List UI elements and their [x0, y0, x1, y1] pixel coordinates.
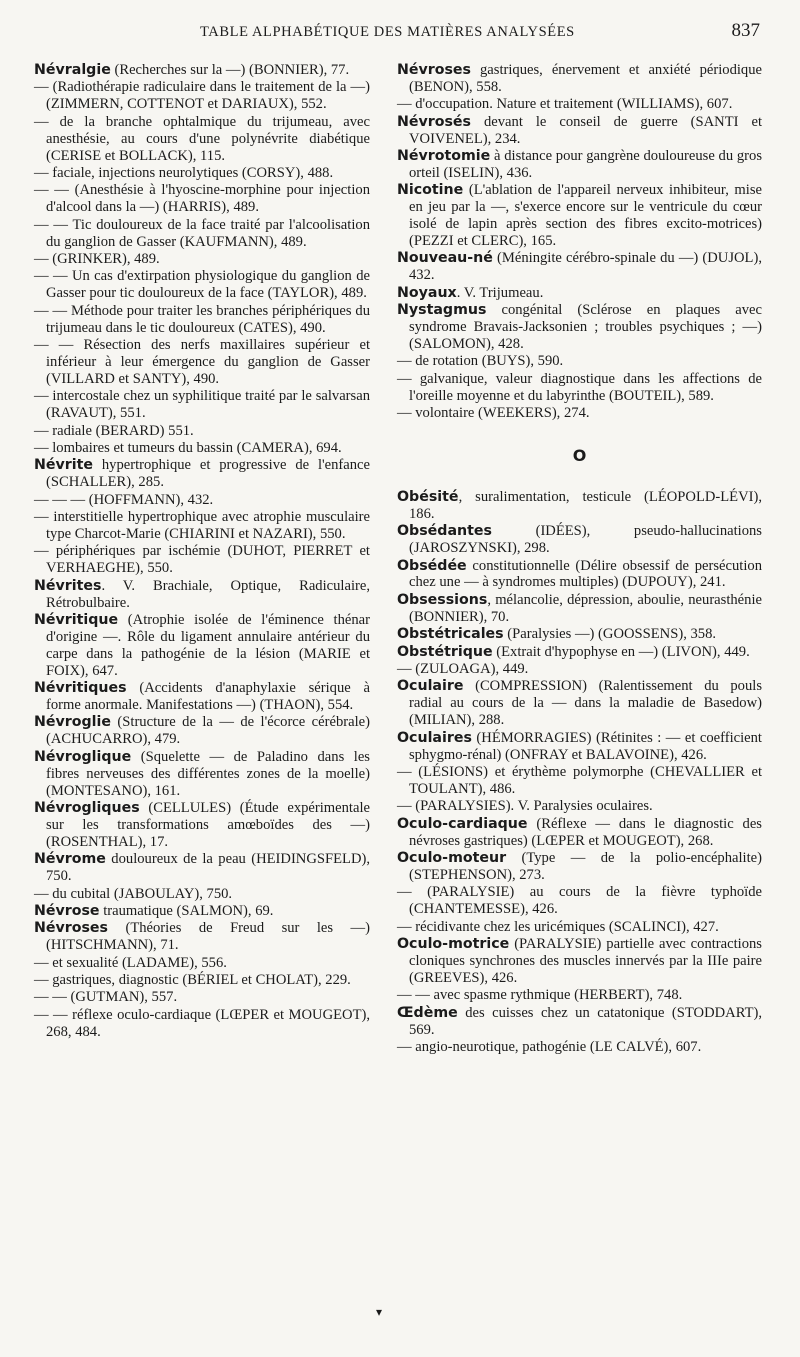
index-entry	[397, 558, 762, 592]
index-entry	[34, 62, 370, 79]
index-entry	[34, 886, 370, 903]
entry-headword: Obsédée	[397, 557, 467, 574]
index-entry	[34, 388, 370, 422]
index-entry	[397, 798, 762, 815]
running-title: TABLE ALPHABÉTIQUE DES MATIÈRES ANALYSÉES	[200, 24, 575, 40]
index-entry	[34, 303, 370, 337]
entry-text: traumatique (SALMON), 69.	[99, 902, 274, 919]
index-entry	[397, 1005, 762, 1039]
entry-headword: Névrose	[34, 902, 100, 919]
index-entry	[397, 884, 762, 918]
index-entry	[34, 509, 370, 543]
entry-text: — et sexualité (LADAME), 556.	[34, 954, 227, 971]
entry-headword: Oculaires	[397, 729, 472, 746]
index-entry	[397, 182, 762, 250]
index-entry	[397, 919, 762, 936]
entry-text: — — Tic douloureux de la face traité par l'alcoolisation du ganglion de Gasser (KAUFMANN), 489.	[34, 216, 370, 250]
entry-text: — d'occupation. Nature et traitement (WILLIAMS), 607.	[397, 96, 733, 113]
entry-headword: Névroglique	[34, 748, 132, 765]
index-entry	[397, 353, 762, 370]
entry-text: — galvanique, valeur diagnostique dans les affections de l'oreille moyenne et du labyrinthe (BOUTEIL), 589.	[397, 370, 762, 404]
entry-text: (HÉMORRAGIES) (Rétinites : — et coefficient sphygmo-rénal) (ONFRAY et BALAVOINE), 426.	[409, 729, 762, 763]
entry-text: . V. Trijumeau.	[456, 284, 544, 301]
entry-headword: Obsessions	[397, 591, 488, 608]
entry-headword: Noyaux	[397, 284, 457, 301]
entry-text: — de la branche ophtalmique du trijumeau, avec anesthésie, au cours d'une polynévrite diabétique (CERISE et BOLLACK), 115.	[34, 113, 370, 164]
index-entry	[34, 165, 370, 182]
entry-text: hypertrophique et progressive de l'enfance (SCHALLER), 285.	[46, 457, 370, 491]
entry-text: congénital (Sclérose en plaques avec syndrome Bravais-Jacksonien ; troubles psychiques ; —) (SALOMON), 428.	[409, 302, 762, 352]
index-entry	[397, 592, 762, 626]
index-entry	[397, 489, 762, 523]
entry-text: — — (GUTMAN), 557.	[34, 989, 178, 1006]
entry-headword: Névrite	[34, 457, 94, 474]
index-entry	[34, 79, 370, 113]
index-entry	[397, 764, 762, 798]
entry-text: — angio-neurotique, pathogénie (LE CALVÉ), 607.	[397, 1038, 702, 1055]
entry-text: — — réflexe oculo-cardiaque (LŒPER et MOUGEOT), 268, 484.	[34, 1006, 370, 1040]
entry-text: (Réflexe — dans le diagnostic des névroses gastriques) (LŒPER et MOUGEOT), 268.	[409, 815, 762, 849]
entry-text: (L'ablation de l'appareil nerveux inhibiteur, mise en jeu par la —, s'exerce encore sur le ventricule du cœur isolé de lapin après section des fibres excito-motrices) (PEZZI et CLERC), 165.	[409, 182, 762, 250]
index-entry	[397, 1039, 762, 1056]
entry-text: — — avec spasme rythmique (HERBERT), 748.	[397, 987, 683, 1004]
entry-text: (Recherches sur la —) (BONNIER), 77.	[110, 62, 350, 78]
entry-headword: Nystagmus	[397, 302, 487, 319]
entry-text: — (ZULOAGA), 449.	[397, 661, 529, 677]
entry-text: (Type — de la polio-encéphalite) (STEPHENSON), 273.	[409, 849, 762, 883]
index-entry	[397, 816, 762, 850]
entry-text: — (LÉSIONS) et érythème polymorphe (CHEVALLIER et TOULANT), 486.	[397, 763, 762, 797]
index-entry	[34, 251, 370, 268]
index-entry	[34, 543, 370, 577]
entry-text: — radiale (BERARD) 551.	[34, 422, 194, 439]
entry-text: — interstitielle hypertrophique avec atrophie musculaire type Charcot-Marie (CHIARINI et NAZARI), 550.	[34, 509, 370, 542]
entry-headword: Névritique	[34, 612, 119, 628]
entry-text: (PARALYSIE) partielle avec contractions cloniques synchrones des muscles innervés par la IIIe paire (GREEVES), 426.	[409, 936, 762, 986]
entry-headword: Oculo-moteur	[397, 849, 507, 866]
index-entry	[34, 337, 370, 388]
entry-text: (CELLULES) (Étude expérimentale sur les transformations amœboïdes des —) (ROSENTHAL), 17.	[46, 799, 370, 850]
index-entry	[397, 936, 762, 987]
entry-headword: Oculo-motrice	[397, 936, 510, 952]
entry-text: — — (Anesthésie à l'hyoscine-morphine pour injection d'alcool dans la —) (HARRIS), 489.	[34, 182, 370, 216]
entry-text: (Structure de la — de l'écorce cérébrale) (ACHUCARRO), 479.	[46, 714, 370, 748]
entry-text: gastriques, énervement et anxiété périodique (BENON), 558.	[409, 62, 762, 95]
index-entry	[397, 371, 762, 405]
entry-headword: Névralgie	[34, 62, 111, 78]
index-entry	[397, 644, 762, 661]
entry-headword: Obsédantes	[397, 523, 492, 540]
index-entry	[397, 96, 762, 113]
entry-text: . V. Brachiale, Optique, Radiculaire, Rétrobulbaire.	[46, 577, 370, 611]
index-entry	[34, 423, 370, 440]
entry-text: (Atrophie isolée de l'éminence thénar d'origine —. Rôle du ligament annulaire antérieur du carpe dans la pathogénie de la lésion (MARIE et FOIX), 647.	[46, 612, 370, 679]
entry-headword: Oculo-cardiaque	[397, 815, 528, 832]
entry-text: (Extrait d'hypophyse en —) (LIVON), 449.	[492, 643, 750, 660]
entry-text: , mélancolie, dépression, aboulie, neurasthénie (BONNIER), 70.	[409, 591, 762, 625]
entry-headword: Névrotomie	[397, 148, 491, 165]
index-entry	[397, 114, 762, 148]
entry-text: — de rotation (BUYS), 590.	[397, 353, 564, 370]
entry-text: — — Un cas d'extirpation physiologique du ganglion de Gasser pour tic douloureux de la face (TAYLOR), 489.	[34, 268, 370, 302]
index-entry	[34, 268, 370, 302]
entry-headword: Nouveau-né	[397, 250, 493, 267]
index-entry	[34, 1007, 370, 1041]
index-entry	[34, 492, 370, 509]
entry-headword: Œdème	[397, 1004, 458, 1021]
right-column-n-entries	[397, 62, 762, 422]
entry-headword: Névroses	[34, 920, 108, 937]
index-entry	[397, 678, 762, 729]
index-entry	[34, 749, 370, 800]
index-entry	[34, 578, 370, 612]
index-entry	[397, 250, 762, 284]
index-entry	[397, 661, 762, 678]
page-header	[0, 22, 800, 46]
entry-text: , suralimentation, testicule (LÉOPOLD-LÉVI), 186.	[409, 488, 762, 522]
index-entry	[34, 612, 370, 680]
index-entry	[34, 714, 370, 748]
entry-headword: Névrome	[34, 851, 106, 868]
entry-text: — intercostale chez un syphilitique traité par le salvarsan (RAVAUT), 551.	[34, 388, 370, 422]
index-entry	[34, 680, 370, 714]
entry-text: — — — (HOFFMANN), 432.	[34, 491, 214, 508]
index-entry	[34, 457, 370, 491]
index-entry	[34, 989, 370, 1006]
entry-text: (Méningite cérébro-spinale du —) (DUJOL), 432.	[409, 250, 762, 284]
entry-text: constitutionnelle (Délire obsessif de persécution chez une — à syndromes multiples) (DUPOUY), 241.	[409, 557, 762, 591]
page-number: 837	[731, 20, 760, 41]
entry-headword: Névroses	[397, 62, 471, 78]
entry-headword: Névrogliques	[34, 799, 140, 816]
entry-text: (Accidents d'anaphylaxie sérique à forme anormale. Manifestations —) (THAON), 554.	[46, 680, 370, 714]
entry-text: — — Résection des nerfs maxillaires supérieur et inférieur à leur émergence du ganglion de Gasser (VILLARD et SANTY), 490.	[34, 337, 370, 387]
index-entry	[34, 182, 370, 216]
entry-text: — (GRINKER), 489.	[34, 250, 160, 267]
entry-text: — lombaires et tumeurs du bassin (CAMERA), 694.	[34, 439, 342, 456]
index-entry	[397, 302, 762, 353]
entry-text: (Théories de Freud sur les —) (HITSCHMANN), 71.	[46, 920, 370, 954]
footer-mark: ▾	[376, 1305, 383, 1319]
entry-headword: Obésité	[397, 488, 459, 505]
entry-text: — (PARALYSIE) au cours de la fièvre typhoïde (CHANTEMESSE), 426.	[397, 884, 762, 918]
entry-text: — récidivante chez les uricémiques (SCALINCI), 427.	[397, 918, 719, 935]
index-entry	[397, 850, 762, 884]
right-column-o-entries	[397, 489, 762, 1056]
index-entry	[34, 972, 370, 989]
entry-text: douloureux de la peau (HEIDINGSFELD), 750.	[46, 851, 370, 885]
index-entry	[34, 217, 370, 251]
index-entry	[34, 114, 370, 165]
entry-text: — du cubital (JABOULAY), 750.	[34, 885, 233, 902]
entry-text: — (Radiothérapie radiculaire dans le traitement de la —) (ZIMMERN, COTTENOT et DARIAUX), 552.	[34, 79, 370, 113]
index-entry	[397, 626, 762, 643]
entry-text: (IDÉES), pseudo-hallucinations (JAROSZYNSKI), 298.	[409, 523, 762, 557]
entry-headword: Névrites	[34, 577, 102, 594]
index-entry	[34, 920, 370, 954]
entry-text: (Squelette — de Paladino dans les fibres nerveuses des différentes zones de la moelle) (MONTESANO), 161.	[46, 748, 370, 799]
index-entry	[34, 800, 370, 851]
index-entry	[34, 955, 370, 972]
entry-text: — (PARALYSIES). V. Paralysies oculaires.	[397, 798, 653, 815]
entry-text: (Paralysies —) (GOOSSENS), 358.	[503, 626, 717, 643]
entry-text: — gastriques, diagnostic (BÉRIEL et CHOLAT), 229.	[34, 972, 351, 989]
entry-headword: Oculaire	[397, 678, 464, 695]
entry-text: à distance pour gangrène douloureuse du gros orteil (ISELIN), 436.	[409, 148, 762, 181]
entry-text: — faciale, injections neurolytiques (CORSY), 488.	[34, 164, 334, 181]
index-entry	[34, 903, 370, 920]
entry-text: — volontaire (WEEKERS), 274.	[397, 405, 590, 422]
index-entry	[34, 440, 370, 457]
entry-headword: Obstétricales	[397, 626, 504, 643]
entry-text: devant le conseil de guerre (SANTI et VOIVENEL), 234.	[409, 113, 762, 147]
index-entry	[397, 730, 762, 764]
entry-headword: Névritiques	[34, 680, 127, 697]
index-entry	[397, 285, 762, 302]
index-entry	[397, 987, 762, 1004]
entry-text: — — Méthode pour traiter les branches périphériques du trijumeau dans le tic douloureux (CATES), 490.	[34, 302, 370, 336]
index-entry	[34, 851, 370, 885]
entry-text: (COMPRESSION) (Ralentissement du pouls radial au cours de la — dans la maladie de Basedow) (MILIAN), 288.	[409, 678, 762, 729]
entry-headword: Névrosés	[397, 113, 471, 130]
index-entry	[397, 523, 762, 557]
entry-headword: Nicotine	[397, 182, 464, 199]
section-letter: O	[572, 446, 587, 466]
entry-headword: Obstétrique	[397, 643, 493, 660]
index-entry	[397, 405, 762, 422]
entry-headword: Névroglie	[34, 714, 111, 731]
entry-text: — périphériques par ischémie (DUHOT, PIERRET et VERHAEGHE), 550.	[34, 543, 370, 577]
index-entry	[397, 148, 762, 182]
left-column	[34, 62, 370, 1041]
index-entry	[397, 62, 762, 96]
entry-text: des cuisses chez un catatonique (STODDART), 569.	[409, 1004, 762, 1038]
right-column	[397, 62, 762, 1056]
